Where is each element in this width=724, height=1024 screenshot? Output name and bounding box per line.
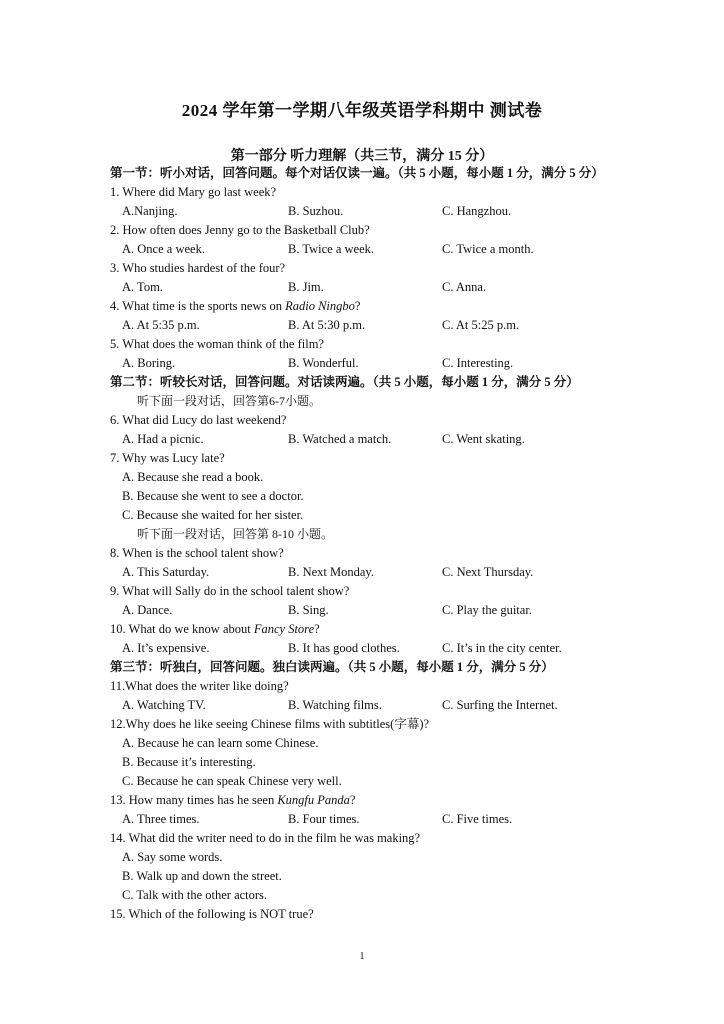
option-c: C. Surfing the Internet. <box>442 698 558 712</box>
page-number: 1 <box>359 951 365 962</box>
film-name: Kungfu Panda <box>277 793 350 807</box>
radio-name: Radio Ningbo <box>285 299 355 313</box>
question-5: 5. What does the woman think of the film? <box>110 337 324 351</box>
option-c: C. Because she waited for her sister. <box>122 508 304 522</box>
question-10: 10. What do we know about Fancy Store? <box>110 622 320 636</box>
option-a: A. Tom. <box>122 280 163 294</box>
option-b: B. Because she went to see a doctor. <box>122 489 304 503</box>
option-b: B. Four times. <box>288 812 360 826</box>
question-8-options <box>110 563 630 582</box>
instruction-8-10: 听下面一段对话，回答第 8-10 小题。 <box>137 527 333 541</box>
option-b: B. Watching films. <box>288 698 382 712</box>
exam-content <box>110 164 630 924</box>
question-14: 14. What did the writer need to do in the film he was making? <box>110 831 421 845</box>
option-c: C. Next Thursday. <box>442 565 534 579</box>
option-a: A. Three times. <box>122 812 200 826</box>
option-b: B. Next Monday. <box>288 565 374 579</box>
question-6: 6. What did Lucy do last weekend? <box>110 413 287 427</box>
question-2-options <box>110 240 630 259</box>
option-c: C. Talk with the other actors. <box>122 888 268 902</box>
option-a: A. It’s expensive. <box>122 641 210 655</box>
option-a: A. Had a picnic. <box>122 432 204 446</box>
option-b: B. Walk up and down the street. <box>122 869 282 883</box>
question-11-options <box>110 696 630 715</box>
option-b: B. At 5:30 p.m. <box>288 318 366 332</box>
option-c: C. Play the guitar. <box>442 603 532 617</box>
question-8: 8. When is the school talent show? <box>110 546 284 560</box>
option-a: A. Boring. <box>122 356 176 370</box>
page-title: 2024 学年第一学期八年级英语学科期中 测试卷 <box>181 101 543 120</box>
part-title: 第一部分 听力理解（共三节，满分 15 分） <box>230 149 494 164</box>
option-a: A. Because he can learn some Chinese. <box>122 736 319 750</box>
option-a: A. This Saturday. <box>122 565 210 579</box>
option-a: A. Once a week. <box>122 242 205 256</box>
option-b: B. Jim. <box>288 280 324 294</box>
question-13-options <box>110 810 630 829</box>
question-9-options <box>110 601 630 620</box>
question-6-options <box>110 430 630 449</box>
option-b: B. Because it’s interesting. <box>122 755 256 769</box>
question-12: 12.Why does he like seeing Chinese films with subtitles(字幕)? <box>110 717 430 731</box>
question-4: 4. What time is the sports news on Radio Ningbo? <box>110 299 361 313</box>
question-9: 9. What will Sally do in the school talent show? <box>110 584 350 598</box>
question-11: 11.What does the writer like doing? <box>110 679 289 693</box>
section-3-heading: 第三节：听独白，回答问题。独白读两遍。（共 5 小题，每小题 1 分，满分 5 分） <box>110 660 554 674</box>
option-c: C. It’s in the city center. <box>442 641 562 655</box>
option-c: C. Five times. <box>442 812 513 826</box>
question-1-options <box>110 202 630 221</box>
option-a: A.Nanjing. <box>122 204 178 218</box>
question-3: 3. Who studies hardest of the four? <box>110 261 286 275</box>
option-a: A. Dance. <box>122 603 173 617</box>
option-c: C. Twice a month. <box>442 242 534 256</box>
store-name: Fancy Store <box>253 622 315 636</box>
option-c: C. Went skating. <box>442 432 525 446</box>
section-1-heading: 第一节：听小对话，回答问题。每个对话仅读一遍。（共 5 小题，每小题 1 分，满分 5 分） <box>110 166 604 180</box>
question-1: 1. Where did Mary go last week? <box>110 185 277 199</box>
option-b: B. Wonderful. <box>288 356 359 370</box>
option-c: C. Anna. <box>442 280 487 294</box>
option-c: C. Hangzhou. <box>442 204 512 218</box>
question-2: 2. How often does Jenny go to the Basketball Club? <box>110 223 370 237</box>
option-a: A. Say some words. <box>122 850 223 864</box>
option-c: C. Because he can speak Chinese very well. <box>122 774 342 788</box>
option-a: A. Because she read a book. <box>122 470 264 484</box>
question-13: 13. How many times has he seen Kungfu Panda? <box>110 793 356 807</box>
option-b: B. Watched a match. <box>288 432 392 446</box>
option-c: C. At 5:25 p.m. <box>442 318 520 332</box>
section-2-heading: 第二节：听较长对话，回答问题。对话读两遍。（共 5 小题，每小题 1 分，满分 5 分） <box>110 375 579 389</box>
option-b: B. It has good clothes. <box>288 641 400 655</box>
option-a: A. Watching TV. <box>122 698 206 712</box>
option-b: B. Sing. <box>288 603 329 617</box>
question-3-options <box>110 278 630 297</box>
instruction-6-7: 听下面一段对话，回答第6-7小题。 <box>137 394 321 408</box>
question-7: 7. Why was Lucy late? <box>110 451 225 465</box>
option-b: B. Twice a week. <box>288 242 375 256</box>
question-5-options <box>110 354 630 373</box>
question-10-options <box>110 639 630 658</box>
question-4-options <box>110 316 630 335</box>
option-a: A. At 5:35 p.m. <box>122 318 200 332</box>
option-b: B. Suzhou. <box>288 204 344 218</box>
option-c: C. Interesting. <box>442 356 514 370</box>
question-15: 15. Which of the following is NOT true? <box>110 907 314 921</box>
